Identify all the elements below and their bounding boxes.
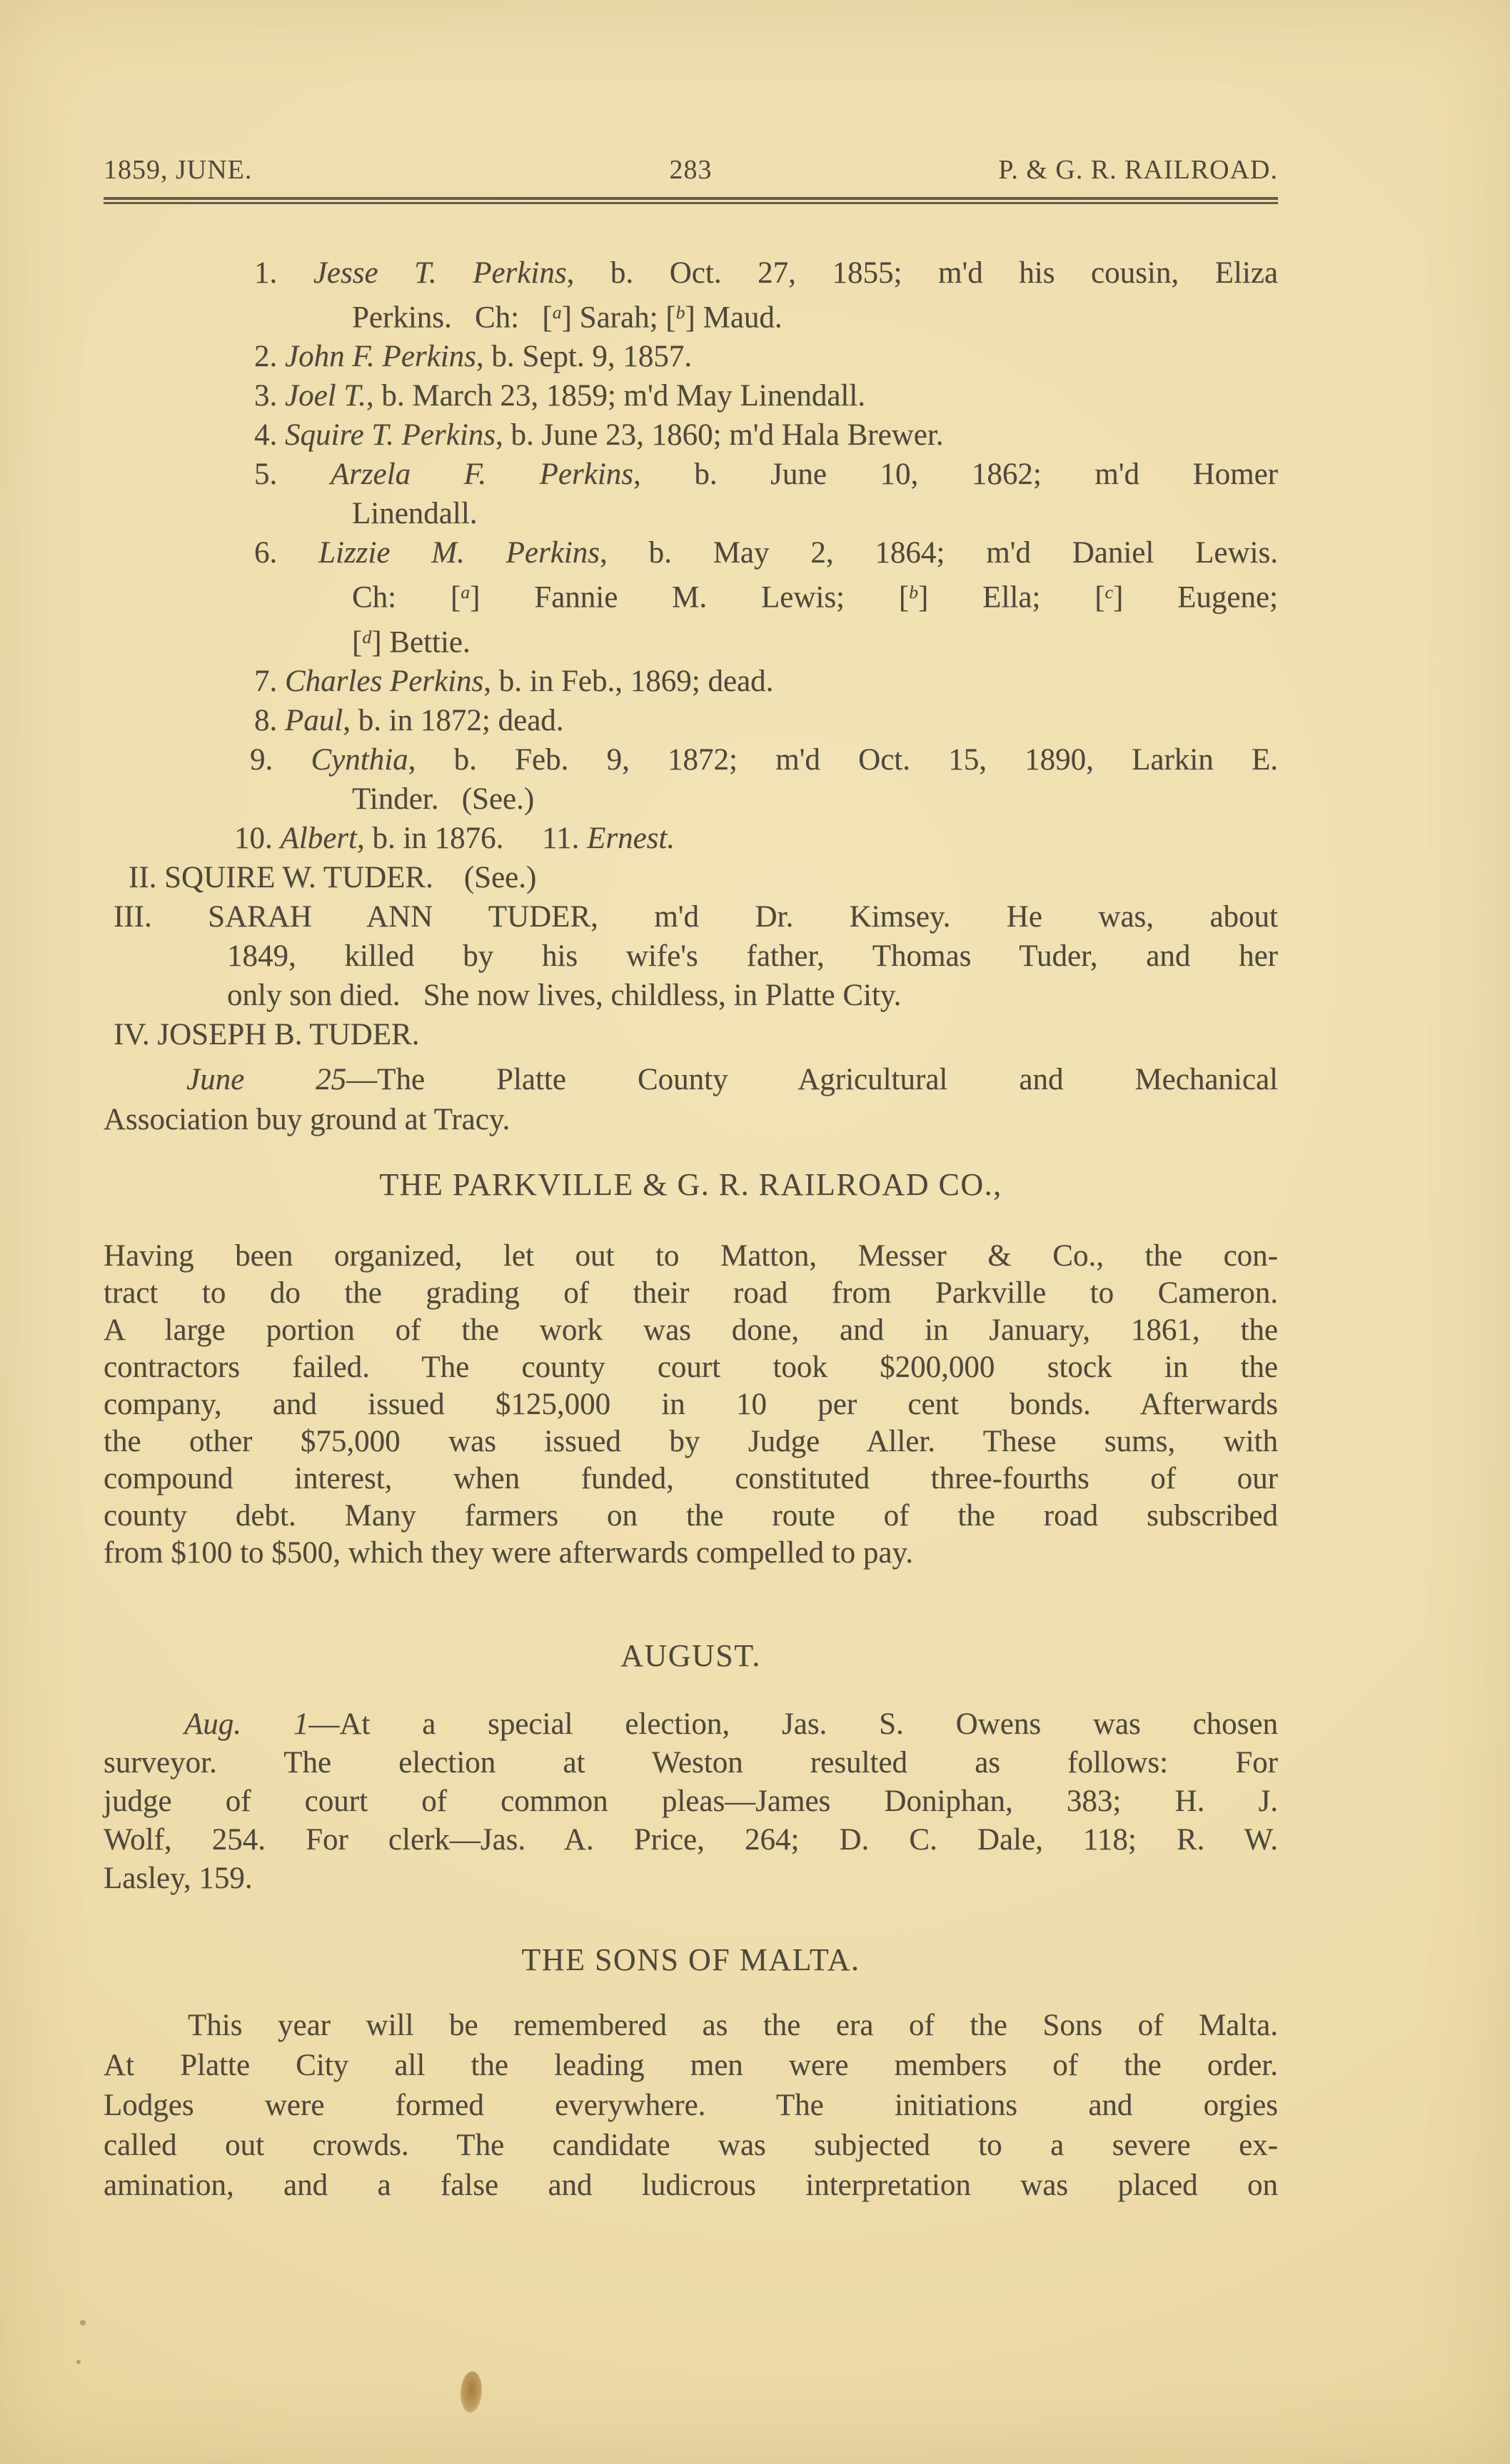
text-segment: II. SQUIRE W. TUDER. (See.) [129,861,537,895]
text-segment: , b. Feb. 9, 1872; m'd Oct. 15, 1890, Larkin E. [408,743,1278,777]
text-segment: Arzela F. Perkins [330,458,634,492]
text-segment: compound interest, when funded, constituted three-fourths of our [104,1462,1278,1495]
superscript-letter: b [675,302,685,323]
text-segment: John F. Perkins [285,340,476,374]
text-line [104,253,1278,293]
text-segment: Association buy ground at Tracy. [104,1103,510,1136]
sons-of-malta-paragraph [104,2006,1278,2206]
text-line [104,1100,1278,1140]
text-segment: 5. [254,458,331,492]
scan-speck [76,2360,81,2364]
text-segment: Perkins. Ch: [ [352,301,553,335]
text-segment: 4. [254,418,285,453]
text-segment: county debt. Many farmers on the route of the road subscribed [104,1499,1278,1533]
text-segment: 7. [254,665,285,699]
header-chapter-title: P. & G. R. RAILROAD. [998,155,1278,185]
text-segment: ] Bettie. [371,625,470,660]
superscript-letter: d [362,626,372,647]
text-segment: , b. March 23, 1859; m'd May Linendall. [366,379,866,413]
text-segment: Jesse T. Perkins [313,256,567,290]
text-segment: [ [352,625,363,660]
text-segment: This year will be remembered as the era of the Sons of Malta. [188,2009,1278,2042]
text-line [104,2166,1278,2206]
page-content [104,0,1278,2464]
text-line [104,1349,1278,1386]
text-line [104,533,1278,572]
text-segment: amination, and a false and ludicrous interpretation was placed on [104,2168,1278,2202]
text-segment: , b. Oct. 27, 1855; m'd his cousin, Eliza [566,256,1278,290]
text-line [104,1238,1278,1275]
superscript-letter: c [1104,582,1113,603]
august-heading: AUGUST. [620,1638,761,1673]
text-segment: 3. [254,379,285,413]
text-segment: Tinder. (See.) [352,782,535,817]
august-paragraph [104,1705,1278,1898]
text-line [104,662,1278,701]
text-segment: ] Maud. [685,301,782,335]
text-segment: 6. [254,536,319,570]
text-line [104,2006,1278,2046]
text-line [104,1460,1278,1498]
text-segment: , b. Sept. 9, 1857. [475,340,693,374]
text-segment: called out crowds. The candidate was subjected to a severe ex- [104,2129,1278,2162]
text-line [104,1535,1278,1572]
text-segment: Lizzie M. Perkins [318,536,600,570]
text-segment: —At a special election, Jas. S. Owens was chosen [308,1707,1278,1741]
text-segment: , b. in Feb., 1869; dead. [483,665,774,699]
text-segment: 2. [254,340,285,374]
text-line [104,858,1278,897]
scan-speck [80,2320,86,2326]
text-segment: Cynthia [311,743,408,777]
text-segment: , b. in 1876. 11. [356,822,588,856]
text-line [104,1498,1278,1535]
text-segment: Albert [280,822,357,856]
text-segment: ] Fannie M. Lewis; [ [470,580,910,615]
text-segment: IV. JOSEPH B. TUDER. [114,1018,420,1052]
text-line [104,1312,1278,1349]
text-line [104,337,1278,376]
text-line [104,293,1278,337]
text-segment: only son died. She now lives, childless, in Platte City. [227,979,902,1013]
text-line [104,617,1278,662]
text-segment: contractors failed. The county court took $200,000 stock in the [104,1350,1278,1384]
text-segment: from $100 to $500, which they were afterwards compelled to pay. [104,1536,913,1570]
text-segment: tract to do the grading of their road from Parkville to Cameron. [104,1276,1278,1310]
text-line [104,1423,1278,1460]
text-line [104,1859,1278,1898]
text-line [104,976,1278,1015]
text-line [104,1744,1278,1782]
text-segment: Paul [285,704,343,738]
text-line [104,1386,1278,1423]
text-line [104,455,1278,494]
text-line [104,494,1278,533]
text-segment: Aug. 1 [184,1707,309,1741]
text-line [104,2046,1278,2086]
text-line [104,1821,1278,1859]
text-segment: , b. in 1872; dead. [343,704,564,738]
text-segment: 10. [234,822,281,856]
text-segment: the other $75,000 was issued by Judge Aller. These sums, with [104,1425,1278,1458]
text-line [104,2086,1278,2126]
text-segment: Squire T. Perkins [285,418,495,453]
superscript-letter: b [909,582,919,603]
text-line [104,2126,1278,2166]
superscript-letter: a [460,582,470,603]
text-line [104,701,1278,740]
text-segment: surveyor. The election at Weston resulted as follows: For [104,1746,1278,1779]
superscript-letter: a [552,302,562,323]
text-segment: 9. [250,743,311,777]
text-line [104,936,1278,976]
text-segment: , b. May 2, 1864; m'd Daniel Lewis. [600,536,1278,570]
header-page-number: 283 [669,155,713,185]
text-line [104,376,1278,415]
family-list [104,253,1278,1054]
text-segment: , b. June 23, 1860; m'd Hala Brewer. [495,418,944,453]
text-line [104,415,1278,455]
text-segment: Lodges were formed everywhere. The initiations and orgies [104,2089,1278,2122]
text-segment: June 25 [186,1063,347,1096]
text-segment: 1. [254,256,313,290]
text-segment: A large portion of the work was done, and in January, 1861, the [104,1313,1278,1347]
text-segment: 1849, killed by his wife's father, Thomas Tuder, and her [227,939,1278,974]
text-line [104,819,1278,858]
text-line [104,1060,1278,1100]
text-segment: Lasley, 159. [104,1862,253,1895]
text-line [104,740,1278,779]
text-segment: Joel T. [285,379,366,413]
text-segment: Charles Perkins [285,665,484,699]
railroad-paragraph [104,1238,1278,1572]
text-segment: judge of court of common pleas—James Doniphan, 383; H. J. [104,1784,1278,1818]
text-segment: 8. [254,704,285,738]
text-line [104,1705,1278,1744]
text-segment: Ch: [ [352,580,461,615]
parkville-railroad-heading: THE PARKVILLE & G. R. RAILROAD CO., [379,1167,1002,1202]
text-line [104,1015,1278,1054]
text-segment: company, and issued $125,000 in 10 per cent bonds. Afterwards [104,1388,1278,1421]
text-line [104,1275,1278,1312]
text-line [104,779,1278,819]
text-line [104,897,1278,936]
text-segment: ] Sarah; [ [561,301,676,335]
text-segment: Wolf, 254. For clerk—Jas. A. Price, 264; D. C. Dale, 118; R. W. [104,1823,1278,1857]
text-segment: III. SARAH ANN TUDER, m'd Dr. Kimsey. He was, about [114,900,1278,934]
text-segment: , b. June 10, 1862; m'd Homer [633,458,1279,492]
text-segment: At Platte City all the leading men were members of the order. [104,2049,1278,2082]
text-segment: Having been organized, let out to Matton, Messer & Co., the con- [104,1239,1278,1273]
header-date: 1859, JUNE. [104,155,253,185]
text-segment: —The Platte County Agricultural and Mechanical [346,1063,1278,1096]
text-segment: ] Eugene; [1112,580,1278,615]
text-segment: Linendall. [352,497,478,531]
text-line [104,572,1278,617]
june-paragraph [104,1060,1278,1140]
text-segment: ] Ella; [ [918,580,1105,615]
text-segment: Ernest. [587,822,675,856]
sons-of-malta-heading: THE SONS OF MALTA. [521,1942,860,1977]
text-line [104,1782,1278,1821]
